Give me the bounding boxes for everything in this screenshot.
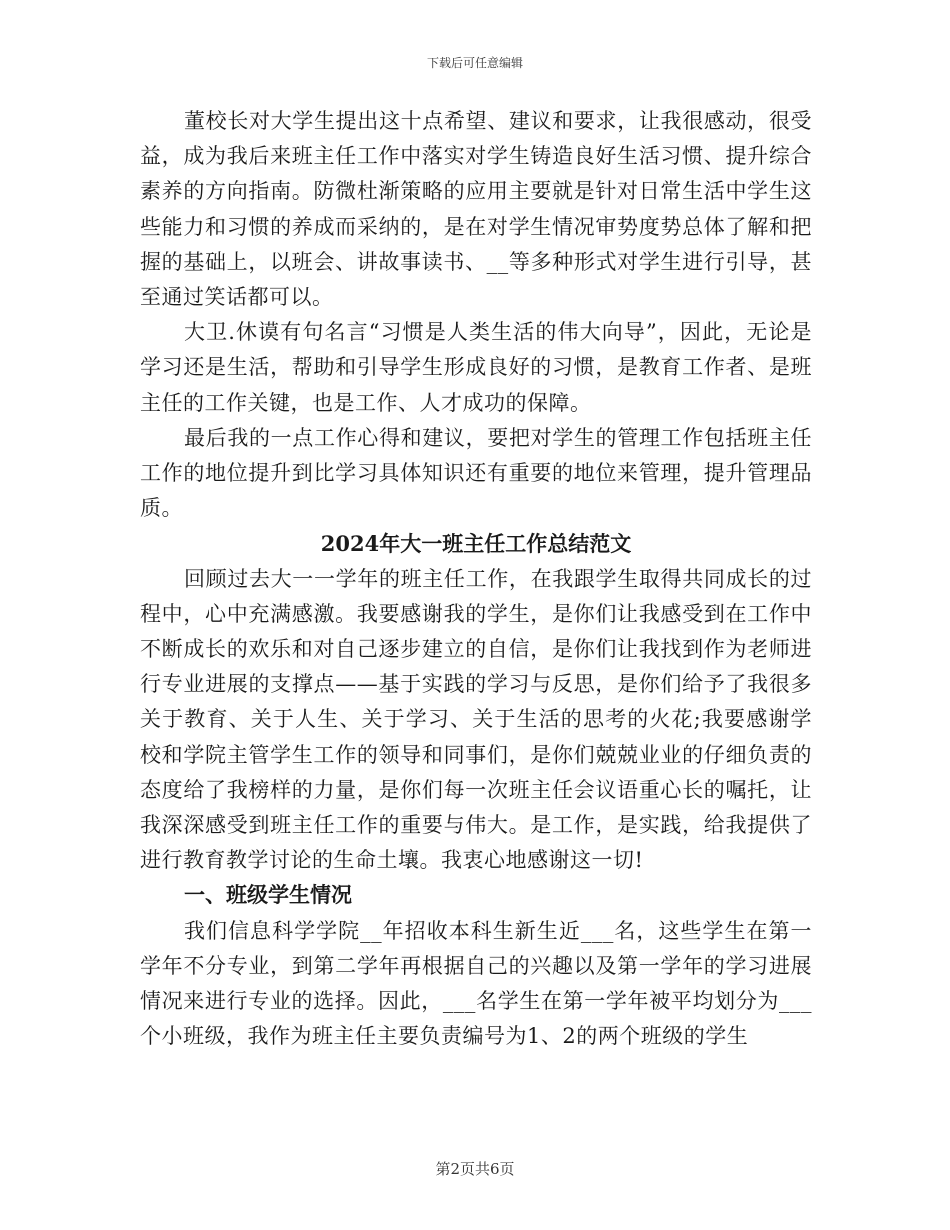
paragraph-5: 我们信息科学学院__年招收本科生新生近___名，这些学生在第一学年不分专业，到第二学年再根据自己的兴趣以及第一学年的学习进展情况来进行专业的选择。因此，___名学生在第一学年被平均划分为___个小班级，我作为班主任主要负责编号为1、2的两个班级的学生	[140, 918, 812, 1049]
page-indicator: 第2页共6页	[435, 1160, 515, 1178]
paragraph-1: 董校长对大学生提出这十点希望、建议和要求，让我很感动，很受益，成为我后来班主任工作中落实对学生铸造良好生活习惯、提升综合素养的方向指南。防微杜渐策略的应用主要就是针对日常生活中学生这些能力和习惯的养成而采纳的，是在对学生情况审势度势总体了解和把握的基础上，以班会、讲故事读书、__等多种形式对学生进行引导，甚至通过笑话都可以。	[140, 109, 812, 310]
paragraph-2: 大卫.休谟有句名言“习惯是人类生活的伟大向导”，因此，无论是学习还是生活，帮助和引导学生形成良好的习惯，是教育工作者、是班主任的工作关键，也是工作、人才成功的保障。	[140, 320, 812, 415]
document-body	[140, 104, 812, 1054]
paragraph-4: 回顾过去大一一学年的班主任工作，在我跟学生取得共同成长的过程中，心中充满感激。我要感谢我的学生，是你们让我感受到在工作中不断成长的欢乐和对自己逐步建立的自信，是你们让我找到作为老师进行专业进展的支撑点——基于实践的学习与反思，是你们给予了我很多关于教育、关于人生、关于学习、关于生活的思考的火花;我要感谢学校和学院主管学生工作的领导和同事们，是你们兢兢业业的仔细负责的态度给了我榜样的力量，是你们每一次班主任会议语重心长的嘱托，让我深深感受到班主任工作的重要与伟大。是工作，是实践，给我提供了进行教育教学讨论的生命土壤。我衷心地感谢这一切!	[140, 566, 812, 873]
header-note: 下载后可任意编辑	[426, 56, 523, 70]
paragraph-3: 最后我的一点工作心得和建议，要把对学生的管理工作包括班主任工作的地位提升到比学习具体知识还有重要的地位来管理，提升管理品质。	[140, 425, 812, 521]
section-heading-1: 一、班级学生情况	[184, 883, 352, 908]
document-title: 2024年大一班主任工作总结范文	[320, 531, 632, 557]
